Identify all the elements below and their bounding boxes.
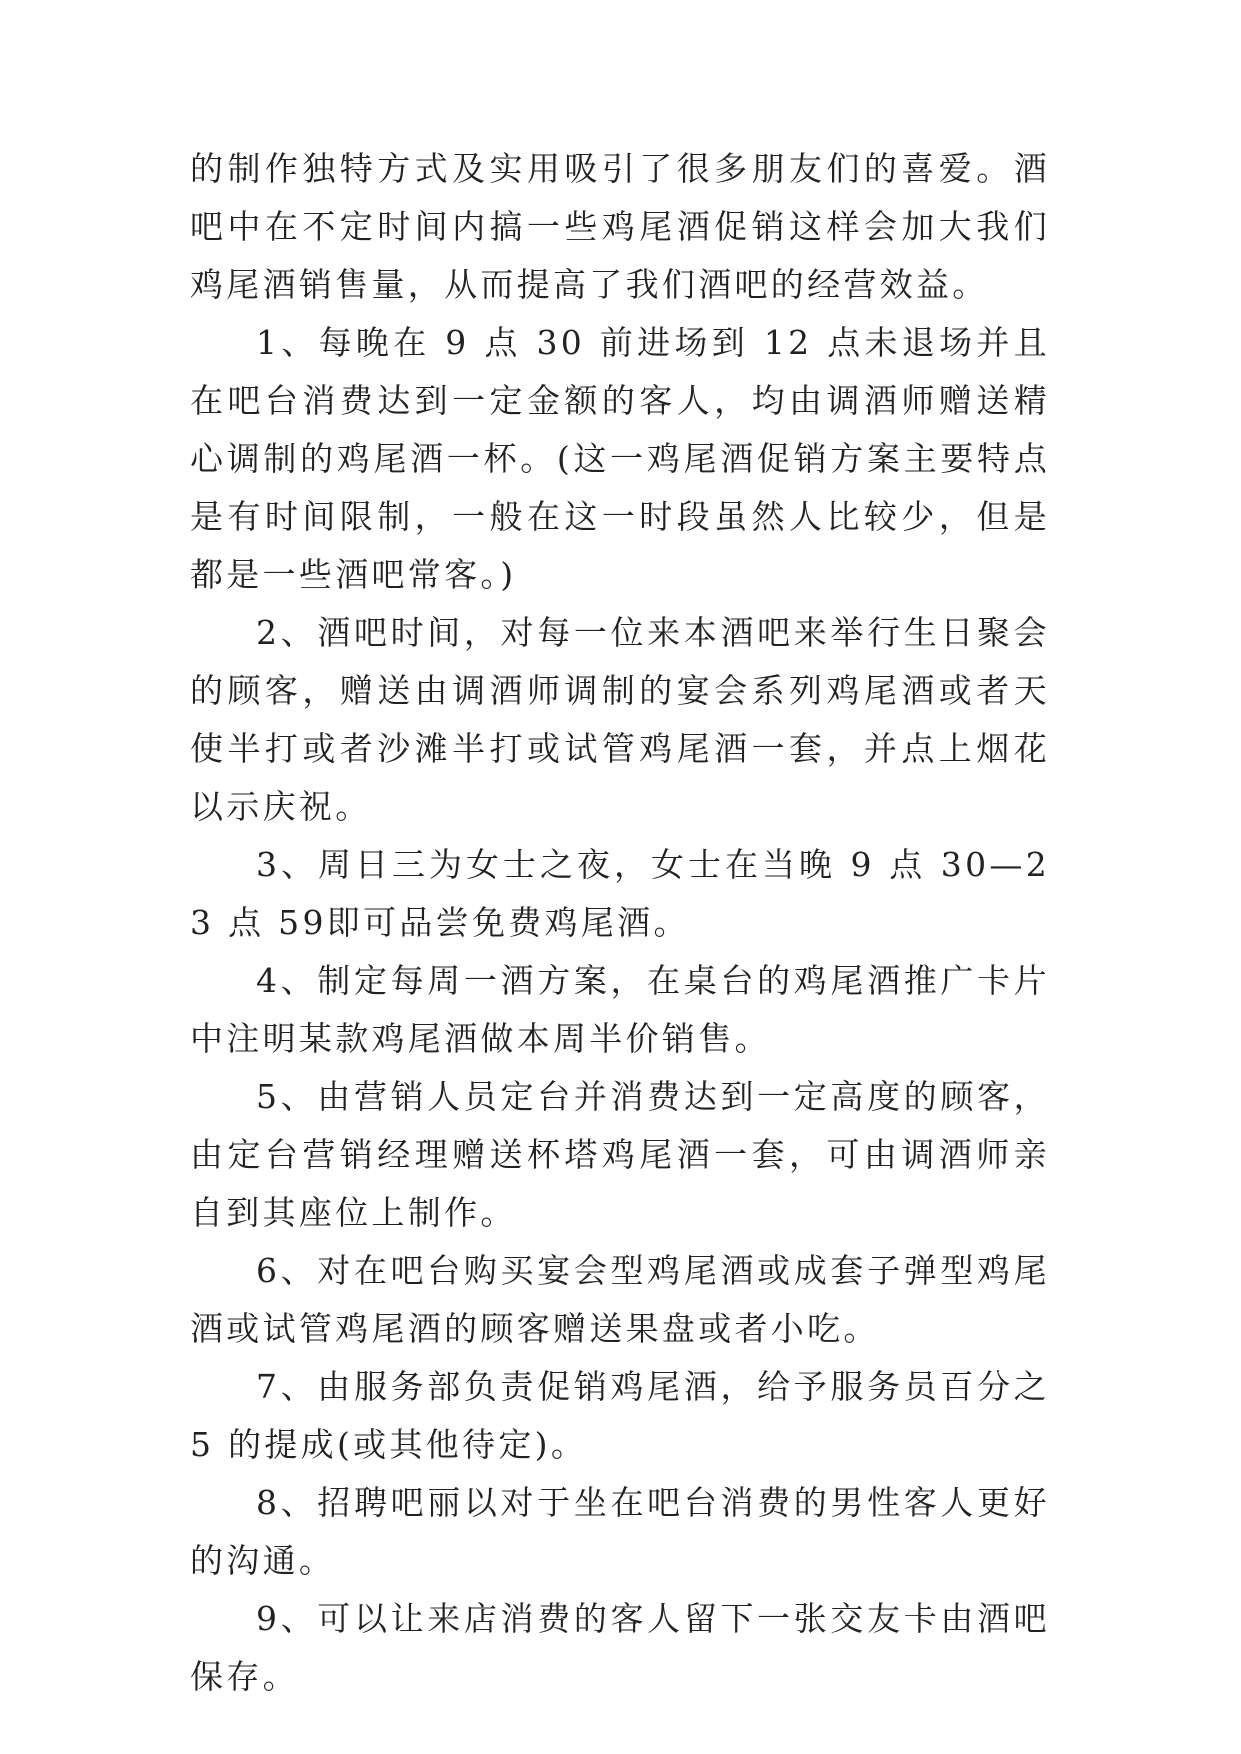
paragraph-item-5: 5、由营销人员定台并消费达到一定高度的顾客，由定台营销经理赠送杯塔鸡尾酒一套，可由调酒师亲自到其座位上制作。 — [190, 1077, 1050, 1232]
paragraph-item-2: 2、酒吧时间，对每一位来本酒吧来举行生日聚会的顾客，赠送由调酒师调制的宴会系列鸡尾酒或者天使半打或者沙滩半打或试管鸡尾酒一套，并点上烟花以示庆祝。 — [190, 613, 1050, 826]
paragraph-item-7: 7、由服务部负责促销鸡尾酒，给予服务员百分之 5 的提成(或其他待定)。 — [190, 1367, 1050, 1464]
paragraph-item-4: 4、制定每周一酒方案，在桌台的鸡尾酒推广卡片中注明某款鸡尾酒做本周半价销售。 — [190, 961, 1050, 1058]
paragraph-item-3: 3、周日三为女士之夜，女士在当晚 9 点 30—23 点 59即可品尝免费鸡尾酒。 — [190, 845, 1050, 942]
paragraph-item-8: 8、招聘吧丽以对于坐在吧台消费的男性客人更好的沟通。 — [190, 1483, 1050, 1580]
paragraph-continuation: 的制作独特方式及实用吸引了很多朋友们的喜爱。酒吧中在不定时间内搞一些鸡尾酒促销这样会加大我们鸡尾酒销售量，从而提高了我们酒吧的经营效益。 — [190, 149, 1050, 304]
paragraph-item-1: 1、每晚在 9 点 30 前进场到 12 点未退场并且在吧台消费达到一定金额的客人，均由调酒师赠送精心调制的鸡尾酒一杯。(这一鸡尾酒促销方案主要特点是有时间限制，一般在这一时段虽然人比较少，但是都是一些酒吧常客。) — [190, 323, 1050, 594]
paragraph-item-6: 6、对在吧台购买宴会型鸡尾酒或成套子弹型鸡尾酒或试管鸡尾酒的顾客赠送果盘或者小吃。 — [190, 1251, 1050, 1348]
paragraph-item-9: 9、可以让来店消费的客人留下一张交友卡由酒吧保存。 — [190, 1599, 1050, 1696]
document-body — [190, 140, 1050, 1706]
